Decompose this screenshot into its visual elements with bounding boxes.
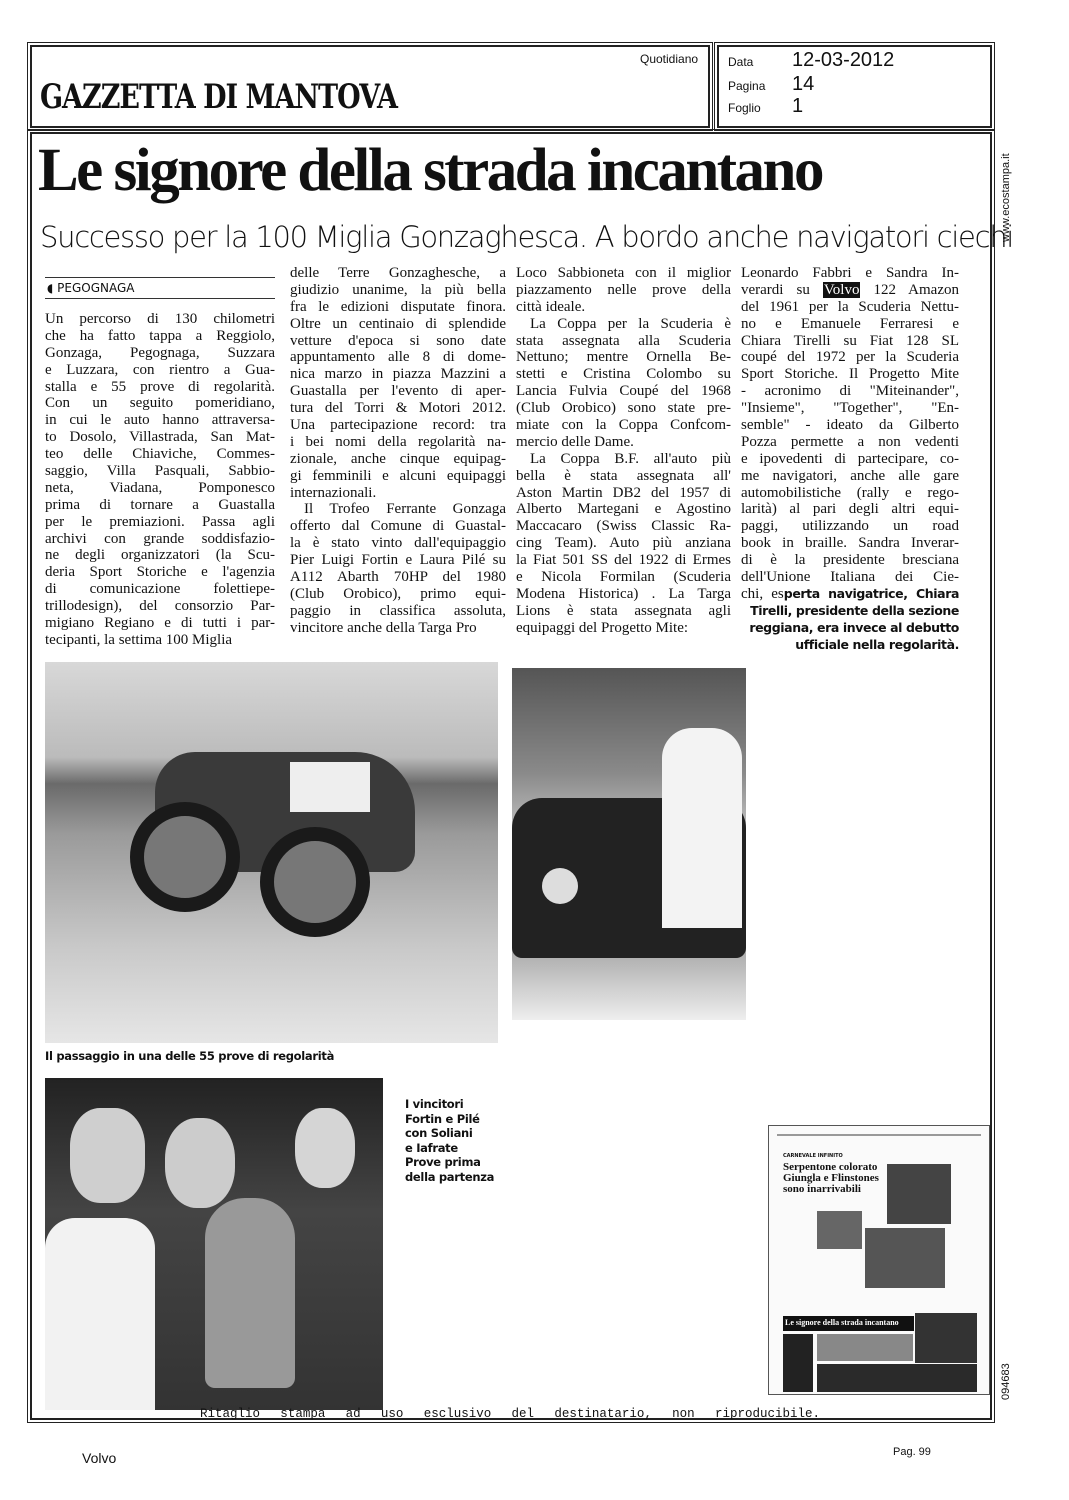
newspaper-logo: GAZZETTA DI MANTOVA (40, 78, 397, 117)
sheet-value: 1 (792, 95, 804, 117)
text-line (516, 299, 731, 316)
text-line (741, 282, 959, 299)
text-segment: Nettuno; mentre Ornella Be- (516, 349, 731, 366)
article-column-3 (516, 265, 731, 637)
text-line (45, 379, 275, 396)
text-segment: e ipovedenti di partecipare, co- (741, 450, 959, 467)
text-segment: neta, Viadana, Pomponesco (45, 479, 275, 496)
text-segment: Leonardo Fabbri e Sandra In- (741, 265, 959, 281)
date-value: 12-03-2012 (792, 49, 895, 71)
text-segment: Chiara Tirelli su Fiat 128 SL (741, 332, 959, 349)
text-line (516, 265, 731, 282)
text-segment: verardi su (741, 281, 810, 298)
text-segment: internazionali. (290, 484, 377, 501)
text-line (45, 632, 275, 649)
text-segment: semble" - ideato da Gilberto (741, 417, 959, 434)
text-segment: la Fiat 501 SS del 1922 di Ermes (516, 552, 731, 569)
caption-line: e Iafrate (405, 1140, 458, 1155)
text-segment: migiano Regiano e di tutti i par- (45, 615, 275, 632)
text-segment: no e Emanuele Ferraresi e (741, 315, 959, 332)
text-line (516, 569, 731, 586)
text-segment: A112 Abarth 70HP del 1980 (290, 569, 506, 586)
text-segment: Gonzaga, Pegognaga, Suzzara (45, 344, 275, 361)
text-segment: Guastalla per l'evento di aper- (290, 383, 506, 400)
reproduction-notice: Ritaglio stampa ad uso esclusivo del destinatario, non riproducibile. (200, 1407, 820, 1421)
text-segment: delle Terre Gonzaghesche, a (290, 265, 506, 281)
text-line (741, 265, 959, 282)
photo-caption-1: Il passaggio in una delle 55 prove di regolarità (45, 1049, 335, 1063)
text-line (516, 535, 731, 552)
article-column-1 (45, 265, 275, 649)
text-line (516, 518, 731, 535)
text-segment: Lions è stata assegnata agli (516, 602, 731, 619)
text-segment: prima di tornare a Guastalla (45, 496, 275, 513)
keyword-label: Volvo (82, 1450, 117, 1466)
text-line (290, 434, 506, 451)
text-segment: zionale, anche cinque equipag- (290, 450, 506, 467)
thumbnail-headline: Serpentone colorato Giungla e Flinstones sono inarrivabili (783, 1161, 879, 1195)
text-line (45, 412, 275, 429)
text-segment: Pier Luigi Fortin e Laura Pilé su (290, 552, 506, 569)
caption-line: della partenza (405, 1169, 495, 1184)
text-segment: stetti e Cristina Colombo su (516, 366, 731, 383)
text-line (290, 501, 506, 518)
text-line (45, 514, 275, 531)
kicker: ◖ PEGOGNAGA (45, 277, 275, 299)
photo-caption-2 (405, 1097, 494, 1185)
text-line (45, 547, 275, 564)
text-segment: book in braille. Sandra Inverar- (741, 535, 959, 552)
text-segment: ufficiale nella regolarità. (795, 636, 959, 652)
text-segment: La Coppa B.F. all'auto più (530, 450, 731, 467)
text-segment: vincitore anche della Targa Pro (290, 619, 477, 636)
text-segment: Lancia Fulvia Coupé del 1968 (516, 383, 731, 400)
text-segment: paggi, utilizzando un road (741, 518, 959, 535)
text-line (290, 316, 506, 333)
highlighted-keyword: Volvo (823, 281, 860, 298)
text-segment: di è la presidente bresciana (741, 552, 959, 569)
text-line (741, 569, 959, 586)
text-segment: stalla e 55 prove di regolarità. (45, 378, 275, 395)
text-segment: me navigatori, anche alle gare (741, 467, 959, 484)
text-line (741, 603, 959, 620)
text-segment: trillodesign), del consorzio Par- (45, 598, 275, 615)
text-line (741, 637, 959, 654)
text-line (45, 480, 275, 497)
text-line (516, 434, 731, 451)
page-thumbnail (768, 1125, 990, 1395)
text-line (290, 552, 506, 569)
text-segment: to Dosolo, Villastrada, San Mat- (45, 429, 275, 446)
text-segment: e Nicola Formilan (Scuderia (516, 569, 731, 586)
text-line (741, 417, 959, 434)
text-line (516, 282, 731, 299)
text-segment: chi, es (741, 585, 784, 602)
text-line (516, 333, 731, 350)
text-line (741, 518, 959, 535)
text-line (516, 383, 731, 400)
text-segment: (Club Orobico), primo equi- (290, 585, 506, 602)
text-segment: La Coppa per la Scuderia è (530, 315, 731, 332)
text-segment: coupé del 1972 per la Scuderia (741, 349, 959, 366)
text-segment: (Club Orobico) sono state pre- (516, 400, 731, 417)
text-line (741, 535, 959, 552)
text-segment: Oltre un centinaio di splendide (290, 315, 506, 332)
text-line (516, 349, 731, 366)
text-line (45, 362, 275, 379)
text-line (741, 552, 959, 569)
text-segment: Un percorso di 130 chilometri (45, 311, 275, 327)
text-segment: equipaggi del Progetto Mite: (516, 619, 689, 636)
text-line (741, 468, 959, 485)
text-line (45, 615, 275, 632)
text-segment: mercio delle Dame. (516, 433, 634, 450)
text-line (516, 451, 731, 468)
text-segment: archivi con grande soddisfazio- (45, 530, 275, 547)
text-line (290, 366, 506, 383)
text-segment: Maccacaro (Swiss Classic Ra- (516, 518, 731, 535)
text-segment: larità) al pari degli altri equi- (741, 501, 959, 518)
kicker-label: PEGOGNAGA (57, 281, 135, 295)
text-segment: nica marzo in piazza Mazzini a (290, 366, 506, 383)
text-line (290, 468, 506, 485)
text-segment: piazzamento nelle prove della (516, 281, 731, 298)
text-segment: ne degli organizzatori (la Scu- (45, 547, 275, 564)
text-line (516, 366, 731, 383)
text-segment: miate con la Coppa Confcom- (516, 417, 731, 434)
text-line (45, 463, 275, 480)
text-segment: Sport Storiche. Il Progetto Mite (741, 366, 959, 383)
text-line (516, 468, 731, 485)
text-segment: Una partecipazione record: tra (290, 417, 506, 434)
text-line (290, 569, 506, 586)
text-line (516, 620, 731, 637)
date-label: Data (728, 55, 754, 69)
text-segment: di comunicazione folettiepe- (45, 581, 275, 598)
text-line (290, 603, 506, 620)
article-column-4 (741, 265, 959, 653)
text-segment: città ideale. (516, 298, 586, 315)
text-line (290, 485, 506, 502)
text-line (516, 603, 731, 620)
text-line (516, 400, 731, 417)
caption-line: Fortin e Pilé (405, 1111, 480, 1126)
text-segment: Tirelli, presidente della sezione (750, 602, 959, 618)
text-segment: del 1961 per la Scuderia Nettu- (741, 298, 959, 315)
text-segment: Alberto Martegani e Agostino (516, 501, 731, 518)
volvo-car-photo (512, 668, 746, 1020)
text-line (45, 497, 275, 514)
text-line (290, 417, 506, 434)
text-segment: per le premiazioni. Passa agli (45, 513, 275, 530)
text-line (741, 485, 959, 502)
text-line (741, 620, 959, 637)
text-line (290, 535, 506, 552)
text-line (741, 400, 959, 417)
text-segment: fra le edizioni disputate finora. (290, 298, 506, 315)
text-segment: offerto dal Comune di Guastal- (290, 518, 506, 535)
text-line (290, 265, 506, 282)
text-segment: deria Sport Storiche e l'agenzia (45, 564, 275, 581)
text-line (741, 383, 959, 400)
text-line (45, 328, 275, 345)
text-line (741, 501, 959, 518)
text-segment: Pozza permette a non vedenti (741, 433, 959, 450)
text-segment: vetture d'epoca si sono date (290, 332, 506, 349)
text-segment: gi femminili e alcuni equipaggi (290, 467, 506, 484)
text-line (290, 299, 506, 316)
text-segment: bella è stata assegnata all' (516, 467, 731, 484)
text-segment: teo delle Chiaviche, Commes- (45, 446, 275, 463)
publication-type: Quotidiano (640, 52, 699, 66)
text-segment: tecipanti, la settima 100 Miglia (45, 631, 233, 648)
page-label: Pagina (728, 79, 766, 93)
sheet-label: Foglio (728, 101, 761, 115)
text-line (45, 564, 275, 581)
text-segment: 122 Amazon (860, 281, 959, 298)
subtitle: Successo per la 100 Miglia Gonzaghesca. A bordo anche navigatori ciechi (40, 220, 1014, 254)
text-line (741, 434, 959, 451)
caption-line: Prove prima (405, 1155, 481, 1170)
caption-line: con Soliani (405, 1126, 473, 1141)
headline: Le signore della strada incantano (38, 137, 822, 204)
text-line (516, 501, 731, 518)
text-line (516, 586, 731, 603)
text-segment: Il Trofeo Ferrante Gonzaga (304, 501, 506, 518)
text-line (45, 598, 275, 615)
text-line (45, 311, 275, 328)
text-line (45, 395, 275, 412)
caption-line: I vincitori (405, 1097, 464, 1111)
text-segment: la è stato vinto dall'equipaggio (290, 535, 506, 552)
text-line (290, 620, 506, 637)
text-line (45, 531, 275, 548)
article-column-2 (290, 265, 506, 637)
text-segment: "Insieme", "Together", "En- (741, 400, 959, 417)
winners-photo (45, 1078, 383, 1410)
text-segment: e Luzzara, con rientro a Gua- (45, 361, 275, 378)
text-segment: in cui le auto hanno attraversa- (45, 412, 275, 429)
text-line (290, 400, 506, 417)
text-segment: automobilistiche (rally e rego- (741, 484, 959, 501)
website-label: www.ecostampa.it (1000, 153, 1012, 242)
text-segment: Loco Sabbioneta con il miglior (516, 265, 731, 281)
text-segment: Modena Historica) . La Targa (516, 585, 731, 602)
page-number: Pag. 99 (893, 1446, 931, 1458)
text-line (741, 586, 959, 603)
text-segment: Aston Martin DB2 del 1957 di (516, 484, 731, 501)
text-segment: saggio, Villa Pasquali, Sabbio- (45, 463, 275, 480)
text-segment: perta navigatrice, Chiara (783, 585, 959, 601)
text-segment: - acronimo di "Miteinander", (741, 383, 959, 400)
text-line (45, 581, 275, 598)
text-segment: reggiana, era invece al debutto (749, 619, 959, 635)
text-line (45, 429, 275, 446)
text-line (516, 485, 731, 502)
thumbnail-article-headline: Le signore della strada incantano (783, 1316, 914, 1331)
text-line (516, 316, 731, 333)
text-line (290, 586, 506, 603)
text-line (290, 349, 506, 366)
vintage-race-car-photo (45, 662, 498, 1043)
text-line (290, 383, 506, 400)
text-line (741, 366, 959, 383)
text-segment: i bei nomi della regolarità na- (290, 433, 506, 450)
text-segment: appuntamento alle 8 di dome- (290, 349, 506, 366)
text-line (741, 316, 959, 333)
text-line (290, 518, 506, 535)
text-segment: che ha fatto tappa a Reggiolo, (45, 327, 275, 344)
text-segment: tura del Torri & Motori 2012. (290, 400, 506, 417)
text-segment: stata assegnata alla Scuderia (516, 332, 731, 349)
text-line (516, 552, 731, 569)
text-line (290, 451, 506, 468)
text-line (741, 451, 959, 468)
text-segment: Con un seguito pomeridiano, (45, 395, 275, 412)
text-line (516, 417, 731, 434)
text-line (290, 282, 506, 299)
text-segment: dell'Unione Italiana dei Cie- (741, 569, 959, 586)
text-line (741, 349, 959, 366)
text-segment: cing Team). Auto più anziana (516, 535, 731, 552)
text-segment: giudizio unanime, la più bella (290, 281, 506, 298)
text-line (741, 333, 959, 350)
text-line (741, 299, 959, 316)
clip-code: 094683 (1000, 1363, 1012, 1400)
text-line (290, 333, 506, 350)
text-line (45, 345, 275, 362)
text-segment: paggio in classifica assoluta, (290, 602, 506, 619)
thumbnail-section: CARNEVALE INFINITO (783, 1153, 843, 1159)
page-value: 14 (792, 73, 815, 95)
text-line (45, 446, 275, 463)
